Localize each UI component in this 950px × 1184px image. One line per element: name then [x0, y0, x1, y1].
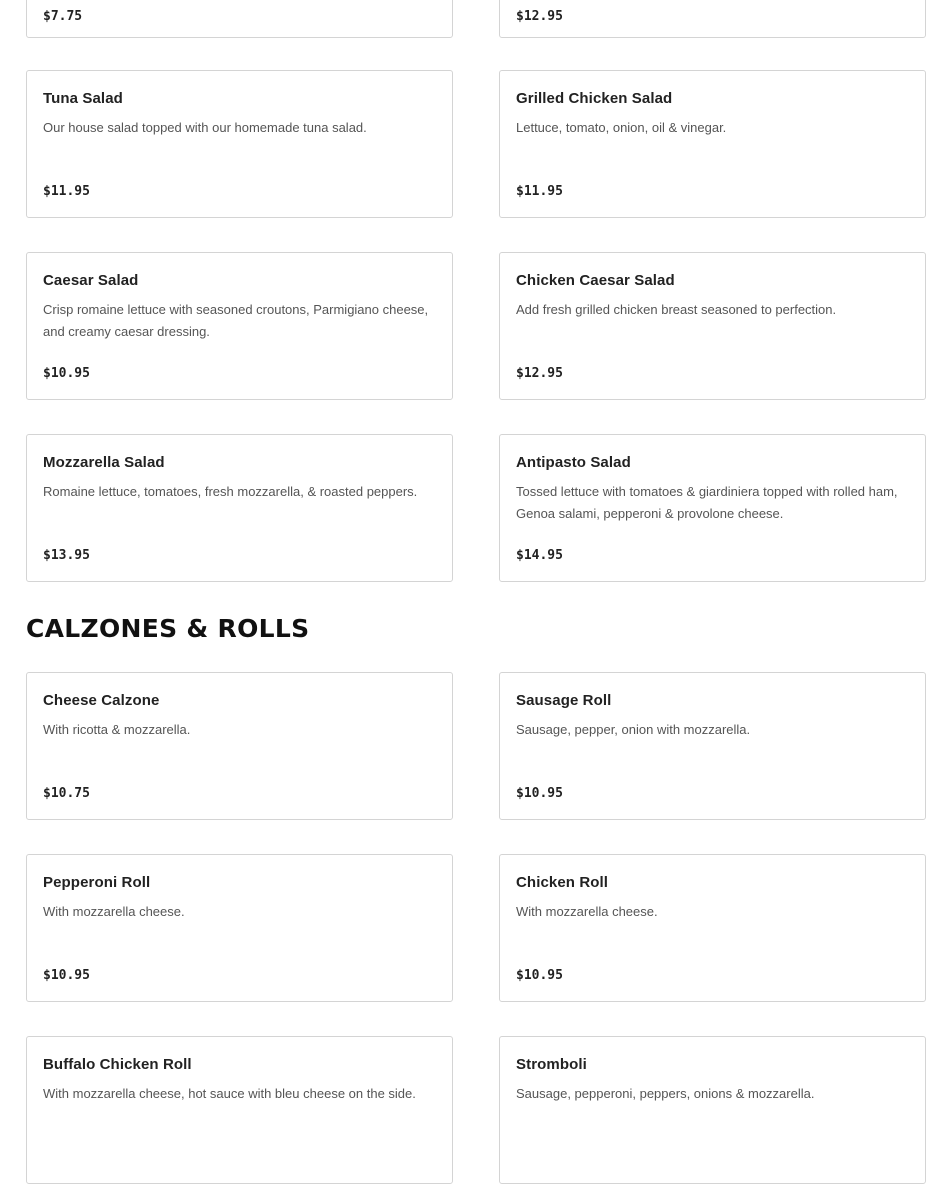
- menu-item-card[interactable]: [499, 434, 926, 582]
- item-name: Pepperoni Roll: [43, 874, 151, 891]
- item-price: $10.95: [516, 786, 563, 801]
- item-name: Sausage Roll: [516, 692, 612, 709]
- item-description: Sausage, pepper, onion with mozzarella.: [516, 722, 751, 737]
- menu-item-card[interactable]: [26, 854, 453, 1002]
- menu-item-card[interactable]: [26, 70, 453, 218]
- item-name: Cheese Calzone: [43, 692, 160, 709]
- item-price: $14.95: [516, 548, 563, 563]
- item-description: With mozzarella cheese.: [43, 904, 185, 919]
- section-title: CALZONES & ROLLS: [26, 614, 310, 643]
- menu-item-card[interactable]: [499, 70, 926, 218]
- item-price: $12.95: [516, 366, 563, 381]
- menu-item-card[interactable]: [499, 854, 926, 1002]
- item-price: $10.95: [43, 968, 90, 983]
- menu-item-card[interactable]: [26, 252, 453, 400]
- item-description: Add fresh grilled chicken breast seasoned to perfection.: [516, 302, 837, 317]
- item-price: $13.95: [43, 548, 90, 563]
- menu-item-card[interactable]: [26, 672, 453, 820]
- item-price: $11.95: [516, 184, 563, 199]
- item-name: Tuna Salad: [43, 90, 123, 107]
- item-name: Buffalo Chicken Roll: [43, 1056, 192, 1073]
- item-description: With mozzarella cheese, hot sauce with bleu cheese on the side.: [43, 1086, 416, 1101]
- item-name: Chicken Roll: [516, 874, 609, 891]
- item-description: Sausage, pepperoni, peppers, onions & mozzarella.: [516, 1086, 815, 1101]
- menu-item-card[interactable]: [499, 672, 926, 820]
- item-description: Romaine lettuce, tomatoes, fresh mozzarella, & roasted peppers.: [43, 484, 418, 499]
- menu-item-card[interactable]: [26, 0, 453, 38]
- item-description: Lettuce, tomato, onion, oil & vinegar.: [516, 120, 727, 135]
- menu-item-card[interactable]: [499, 1036, 926, 1184]
- item-price: $7.75: [43, 9, 83, 24]
- item-description: Crisp romaine lettuce with seasoned croutons, Parmigiano cheese, and creamy caesar dressing.: [43, 302, 429, 339]
- item-price: $10.95: [43, 366, 90, 381]
- item-description: With mozzarella cheese.: [516, 904, 658, 919]
- item-name: Antipasto Salad: [516, 454, 631, 471]
- item-name: Grilled Chicken Salad: [516, 90, 673, 107]
- item-price: $11.95: [43, 184, 90, 199]
- item-description: With ricotta & mozzarella.: [43, 722, 191, 737]
- menu-item-card[interactable]: [499, 252, 926, 400]
- menu-item-card[interactable]: [26, 1036, 453, 1184]
- item-price: $10.75: [43, 786, 90, 801]
- item-name: Chicken Caesar Salad: [516, 272, 675, 289]
- item-description: Our house salad topped with our homemade tuna salad.: [43, 120, 367, 135]
- item-price: $12.95: [516, 9, 563, 24]
- item-description: Tossed lettuce with tomatoes & giardiniera topped with rolled ham, Genoa salami, pepperoni & provolone cheese.: [516, 484, 898, 521]
- item-price: $10.95: [516, 968, 563, 983]
- item-name: Mozzarella Salad: [43, 454, 165, 471]
- item-name: Caesar Salad: [43, 272, 139, 289]
- menu-item-card[interactable]: [499, 0, 926, 38]
- menu-item-card[interactable]: [26, 434, 453, 582]
- item-name: Stromboli: [516, 1056, 587, 1073]
